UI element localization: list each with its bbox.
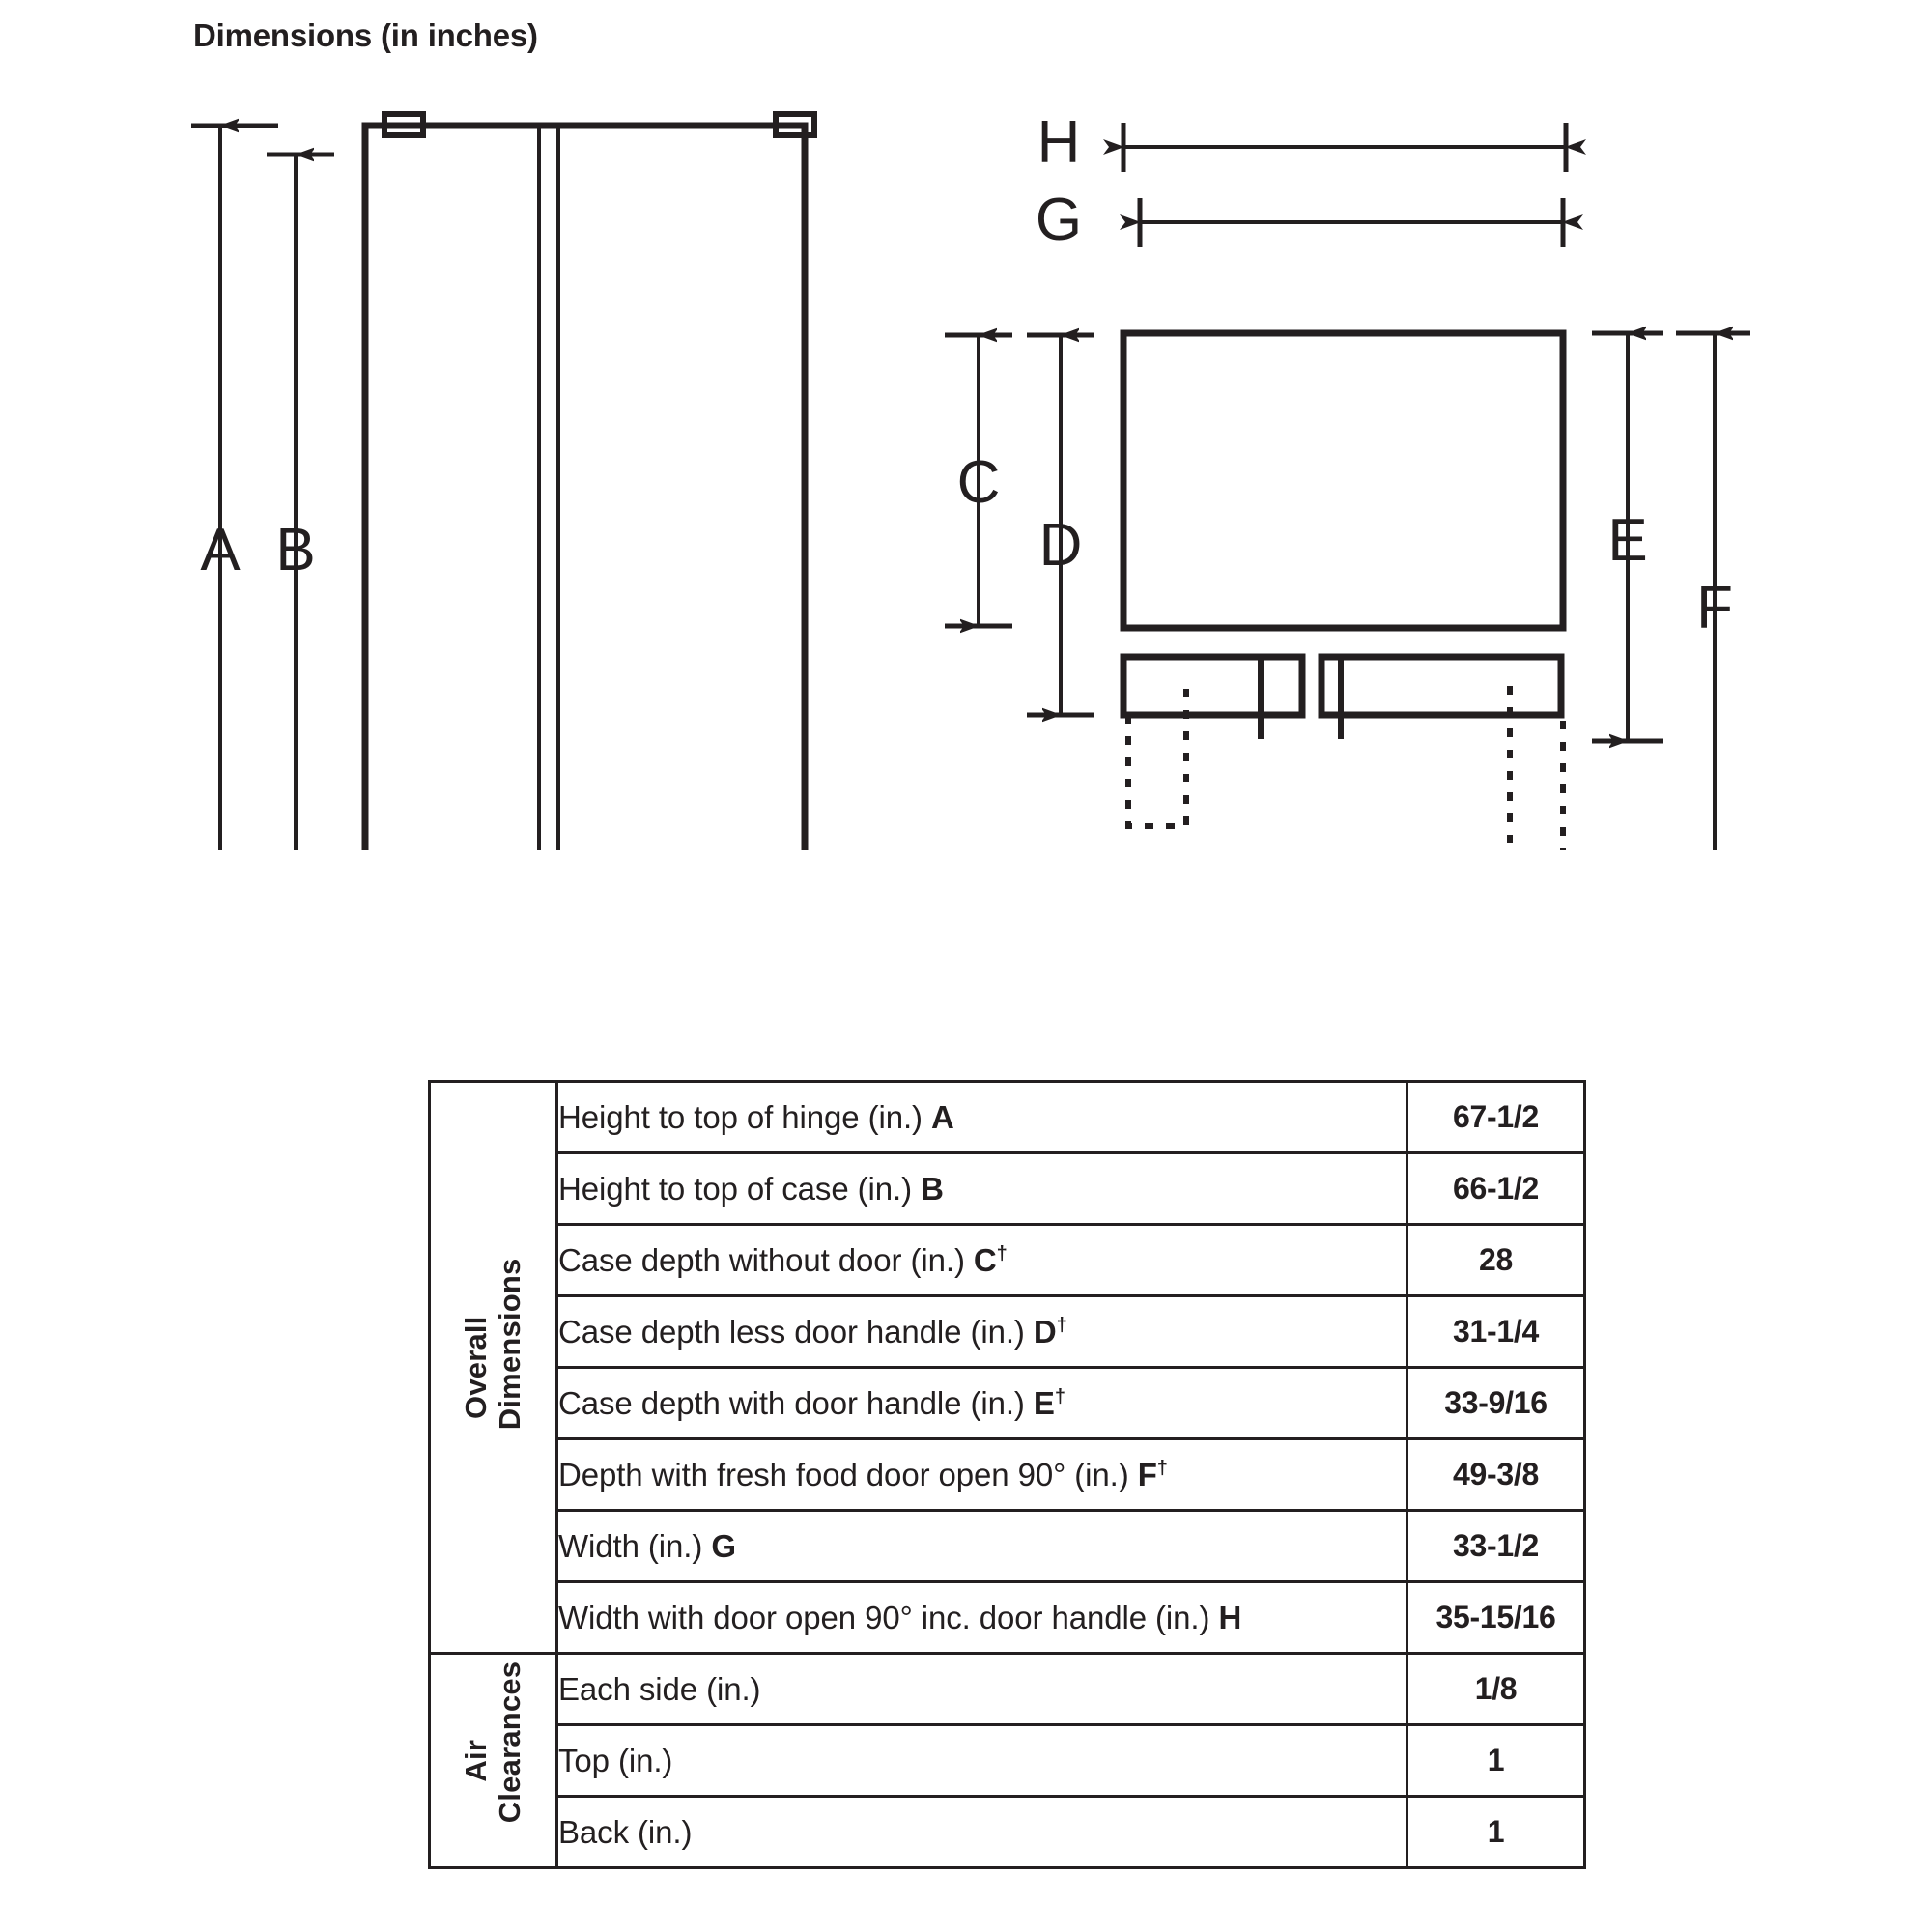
dimension-H xyxy=(1123,123,1566,172)
row-value: 67-1/2 xyxy=(1407,1082,1585,1153)
group-label-text: Air Clearances xyxy=(458,1661,526,1823)
table-row xyxy=(430,1582,1585,1654)
dimension-A xyxy=(191,126,278,850)
table-row xyxy=(430,1082,1585,1153)
table-row xyxy=(430,1654,1585,1725)
row-label: Case depth less door handle (in.) D† xyxy=(557,1296,1407,1368)
table-row xyxy=(430,1725,1585,1797)
dimension-label-A: A xyxy=(200,517,241,583)
row-label: Top (in.) xyxy=(557,1725,1407,1797)
dimension-label-C: C xyxy=(956,449,1001,516)
row-value: 33-1/2 xyxy=(1407,1511,1585,1582)
table-row xyxy=(430,1153,1585,1225)
drawings-svg xyxy=(0,0,1932,850)
table-row xyxy=(430,1797,1585,1868)
row-label: Each side (in.) xyxy=(557,1654,1407,1725)
table-row xyxy=(430,1439,1585,1511)
table-row xyxy=(430,1368,1585,1439)
row-label: Depth with fresh food door open 90° (in.) F† xyxy=(557,1439,1407,1511)
table-row xyxy=(430,1225,1585,1296)
dimension-label-G: G xyxy=(1035,186,1083,253)
dimension-label-E: E xyxy=(1607,507,1648,574)
row-label: Width with door open 90° inc. door handle (in.) H xyxy=(557,1582,1407,1654)
dimension-B xyxy=(267,155,334,850)
row-value: 1 xyxy=(1407,1797,1585,1868)
row-label: Case depth without door (in.) C† xyxy=(557,1225,1407,1296)
row-value: 33-9/16 xyxy=(1407,1368,1585,1439)
group-label-text: Overall Dimensions xyxy=(458,1258,526,1430)
table-group-label-1 xyxy=(430,1654,557,1868)
page-title: Dimensions (in inches) xyxy=(193,17,538,53)
technical-drawings xyxy=(0,0,1932,850)
row-label: Case depth with door handle (in.) E† xyxy=(557,1368,1407,1439)
dimension-label-H: H xyxy=(1037,109,1081,176)
row-label: Height to top of hinge (in.) A xyxy=(557,1082,1407,1153)
dimension-label-F: F xyxy=(1696,575,1733,641)
dimension-label-D: D xyxy=(1038,512,1083,579)
front-elevation-drawing xyxy=(365,114,814,850)
row-value: 1 xyxy=(1407,1725,1585,1797)
table-row xyxy=(430,1296,1585,1368)
row-label: Height to top of case (in.) B xyxy=(557,1153,1407,1225)
row-value: 31-1/4 xyxy=(1407,1296,1585,1368)
table-row xyxy=(430,1511,1585,1582)
row-value: 66-1/2 xyxy=(1407,1153,1585,1225)
top-plan-drawing xyxy=(1123,333,1563,739)
dimensions-table xyxy=(428,1080,1586,1869)
row-value: 1/8 xyxy=(1407,1654,1585,1725)
row-value: 35-15/16 xyxy=(1407,1582,1585,1654)
door-swing-dashed-right xyxy=(1510,686,1563,850)
table-group-label-0 xyxy=(430,1082,557,1654)
row-label: Back (in.) xyxy=(557,1797,1407,1868)
door-swing-dashed-left xyxy=(1128,686,1186,826)
row-label: Width (in.) G xyxy=(557,1511,1407,1582)
row-value: 49-3/8 xyxy=(1407,1439,1585,1511)
dimension-G xyxy=(1140,198,1563,247)
dimension-label-B: B xyxy=(275,517,316,583)
row-value: 28 xyxy=(1407,1225,1585,1296)
